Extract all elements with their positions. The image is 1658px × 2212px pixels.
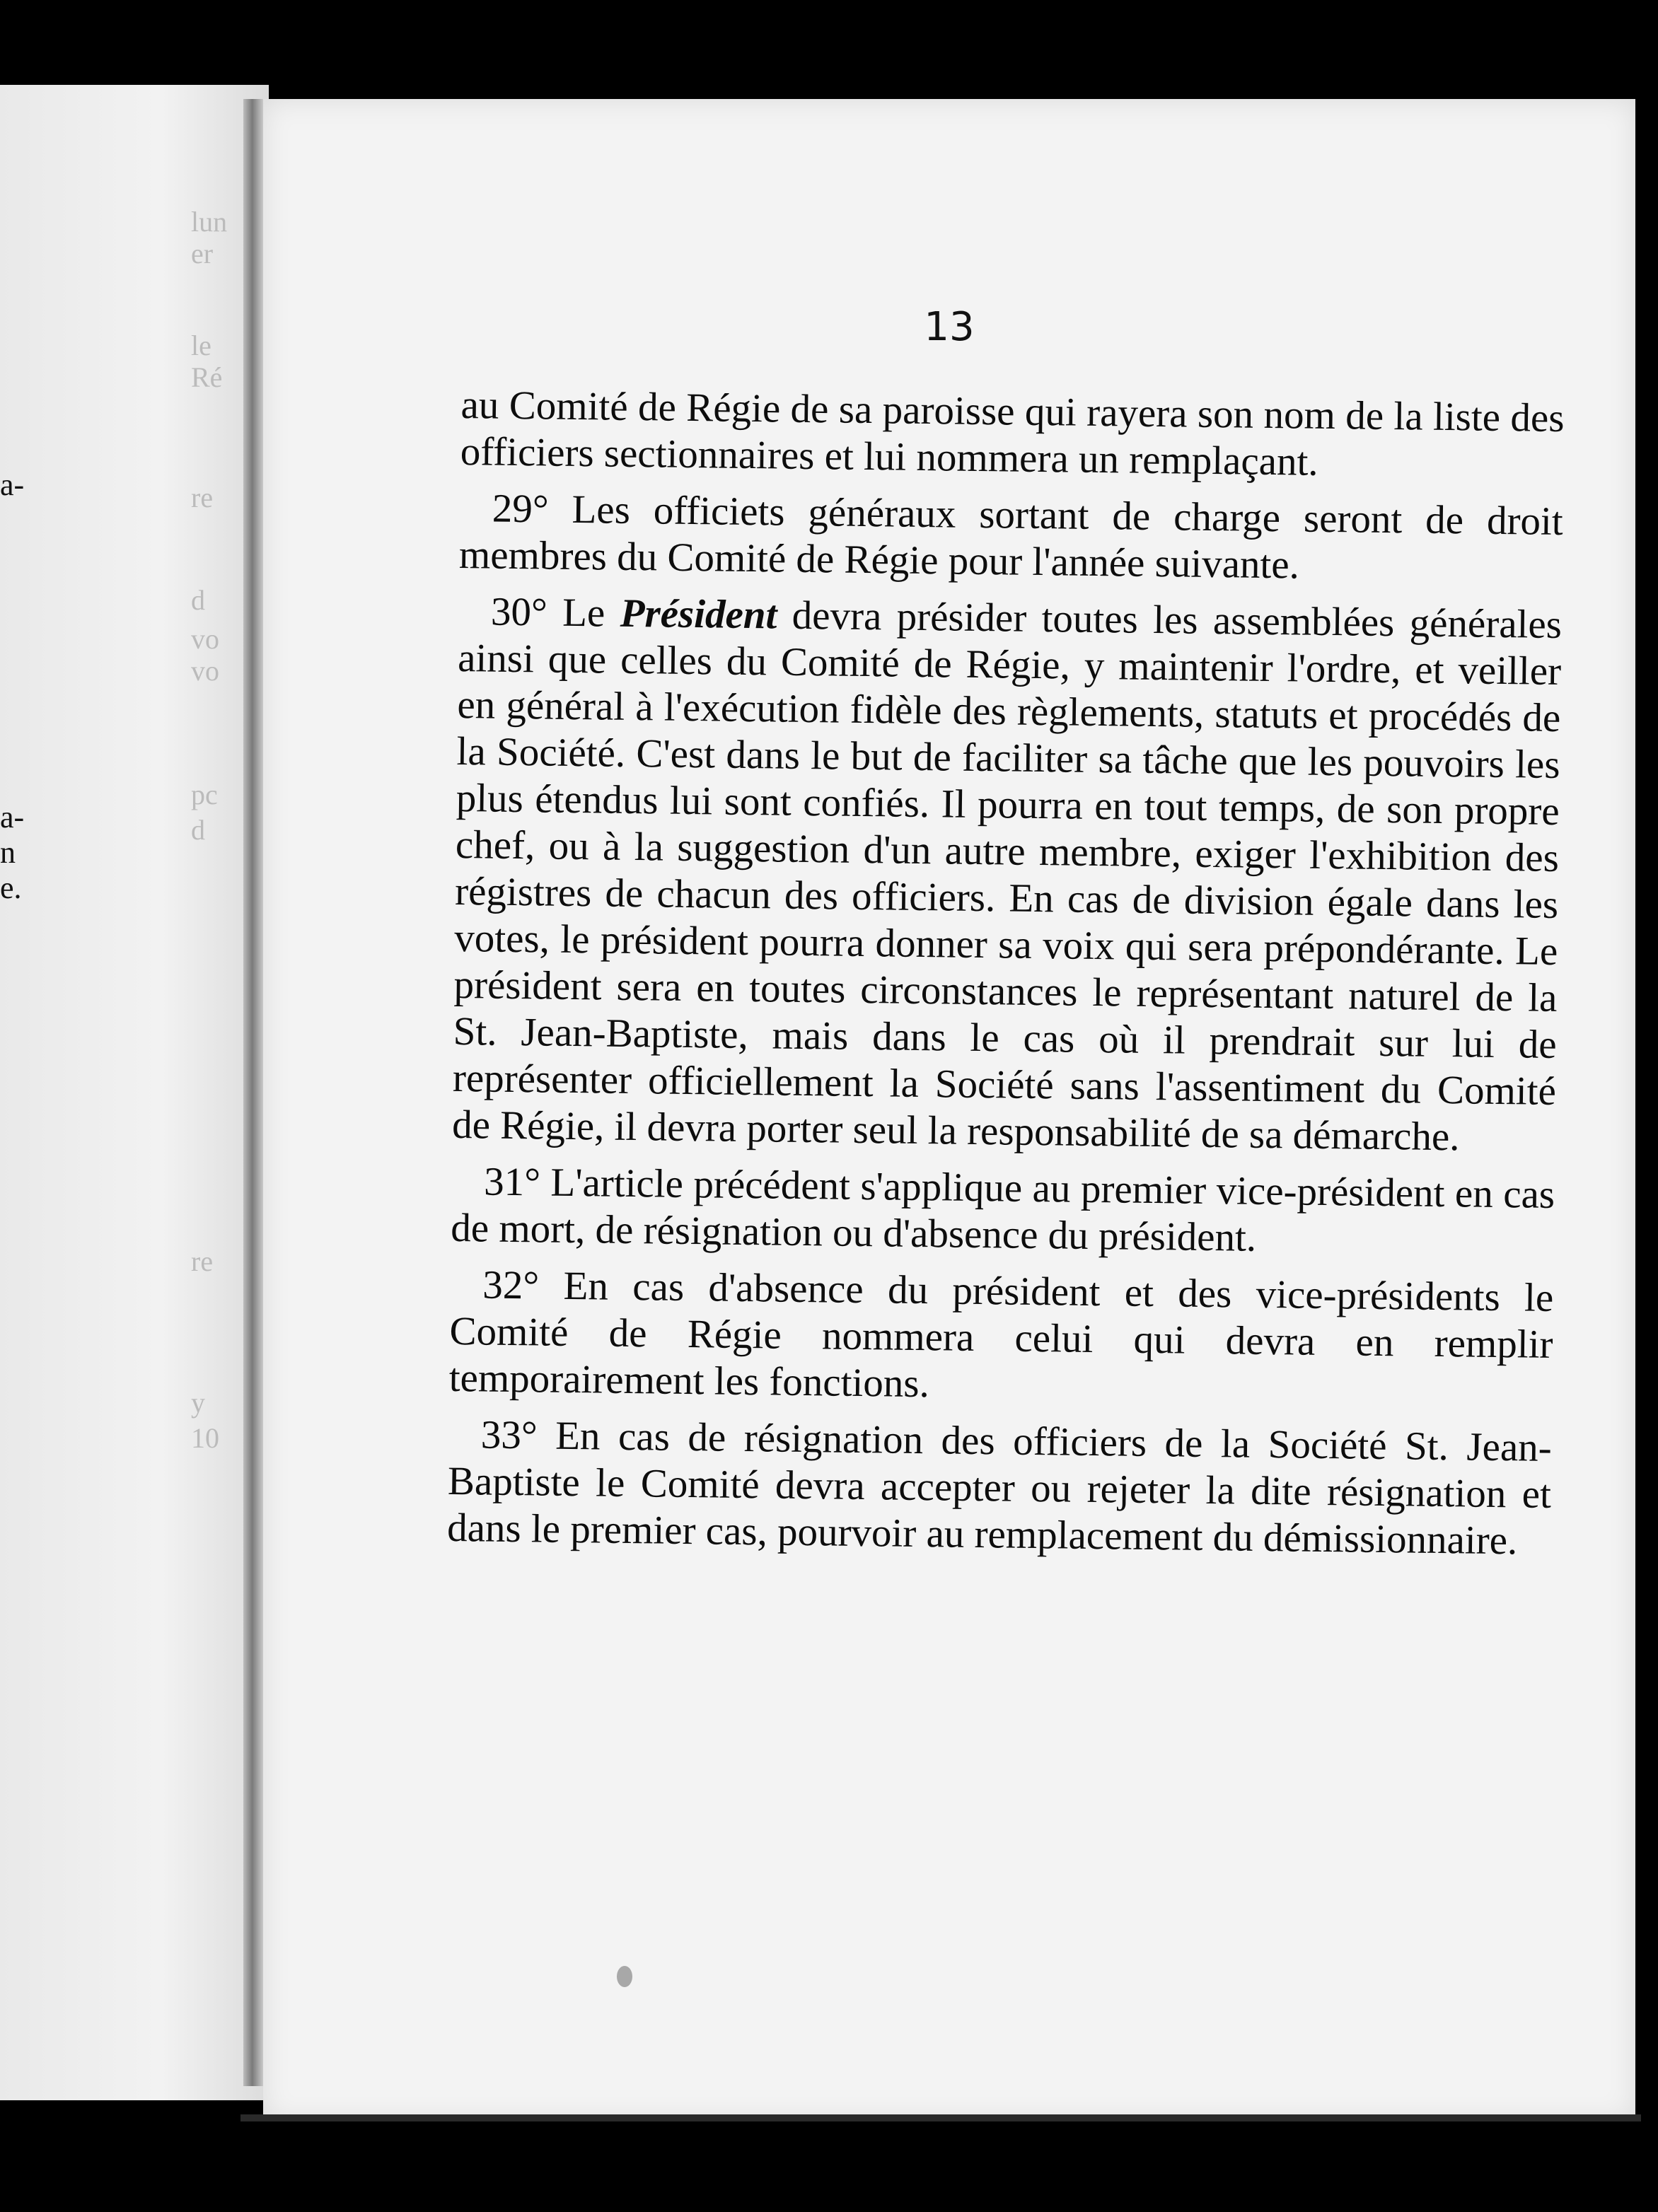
left-ghost-fragment: lun	[191, 206, 228, 238]
article-number: 30°	[490, 589, 548, 635]
article-number: 33°	[480, 1412, 538, 1458]
left-ghost-fragment: d	[191, 814, 205, 846]
right-page	[263, 99, 1635, 2121]
article-text: En cas d'absence du président et des vice-présidents le Comité de Régie nommera celui qui devra en remplir temporairement les fonctions.	[448, 1263, 1554, 1407]
left-page-margin-text	[0, 85, 269, 2100]
article-33	[447, 1411, 1552, 1565]
paragraph-continuation: au Comité de Régie de sa paroisse qui rayera son nom de la liste des officiers sectionnaires et lui nommera un remplaçant.	[460, 382, 1565, 484]
left-ghost-fragment: re	[191, 482, 214, 513]
article-32	[448, 1262, 1553, 1415]
left-ghost-fragment: re	[191, 1245, 214, 1277]
article-31	[451, 1158, 1555, 1265]
left-ghost-fragment: le	[191, 330, 211, 361]
article-30	[452, 588, 1563, 1162]
ink-smudge	[617, 1966, 632, 1987]
left-fragment: e.	[0, 871, 22, 905]
left-page	[0, 85, 269, 2100]
article-text: En cas de résignation des officiers de la Société St. Jean-Baptiste le Comité devra accepter ou rejeter la dite résignation et dans le premier cas, pourvoir au remplacement du démissionnaire.	[446, 1413, 1553, 1564]
left-fragment: a-	[0, 467, 25, 502]
left-ghost-fragment: 10	[191, 1422, 219, 1454]
article-29	[459, 485, 1563, 592]
left-ghost-fragment: er	[191, 238, 214, 269]
left-ghost-fragment: pc	[191, 779, 218, 810]
page-bottom-edge	[240, 2114, 1641, 2121]
article-prefix: Le	[547, 590, 621, 636]
left-ghost-fragment: Ré	[191, 361, 223, 393]
article-number: 32°	[482, 1262, 540, 1308]
president-emphasis: Président	[620, 590, 777, 638]
left-fragment: a-	[0, 800, 25, 834]
left-ghost-fragment: vo	[191, 655, 219, 687]
left-fragment: n	[0, 835, 16, 870]
book-binding	[243, 99, 263, 2086]
page-number: 13	[924, 304, 975, 350]
left-ghost-fragment: d	[191, 584, 205, 616]
article-number: 29°	[492, 486, 549, 532]
page-body	[447, 382, 1565, 1575]
article-text: L'article précédent s'applique au premier vice-président en cas de mort, de résignation ou d'absence du président.	[450, 1160, 1555, 1260]
article-number: 31°	[483, 1159, 541, 1205]
article-text: devra présider toutes les assemblées générales ainsi que celles du Comité de Régie, y maintenir l'ordre, et veiller en général à l'exécution fidèle des règlements, statuts et procédés de la Société. C'est dans le but de faciliter sa tâche que les pouvoirs les plus étendus lui sont confiés. Il pourra en tout temps, de son propre chef, ou à la suggestion d'un autre membre, exiger l'exhibition des régistres de chacun des officiers. En cas de division égale dans les votes, le président pourra donner sa voix qui sera prépondérante. Le président sera en toutes circonstances le représentant naturel de la St. Jean-Baptiste, mais dans le cas où il prendrait sur lui de représenter officiellement la Société sans l'assentiment du Comité de Régie, il devra porter seul la responsabilité de sa démarche.	[451, 593, 1563, 1160]
left-ghost-fragment: vo	[191, 623, 219, 655]
left-ghost-fragment: y	[191, 1387, 205, 1419]
article-text: Les officiets généraux sortant de charge seront de droit membres du Comité de Régie pour l'année suivante.	[458, 487, 1564, 588]
